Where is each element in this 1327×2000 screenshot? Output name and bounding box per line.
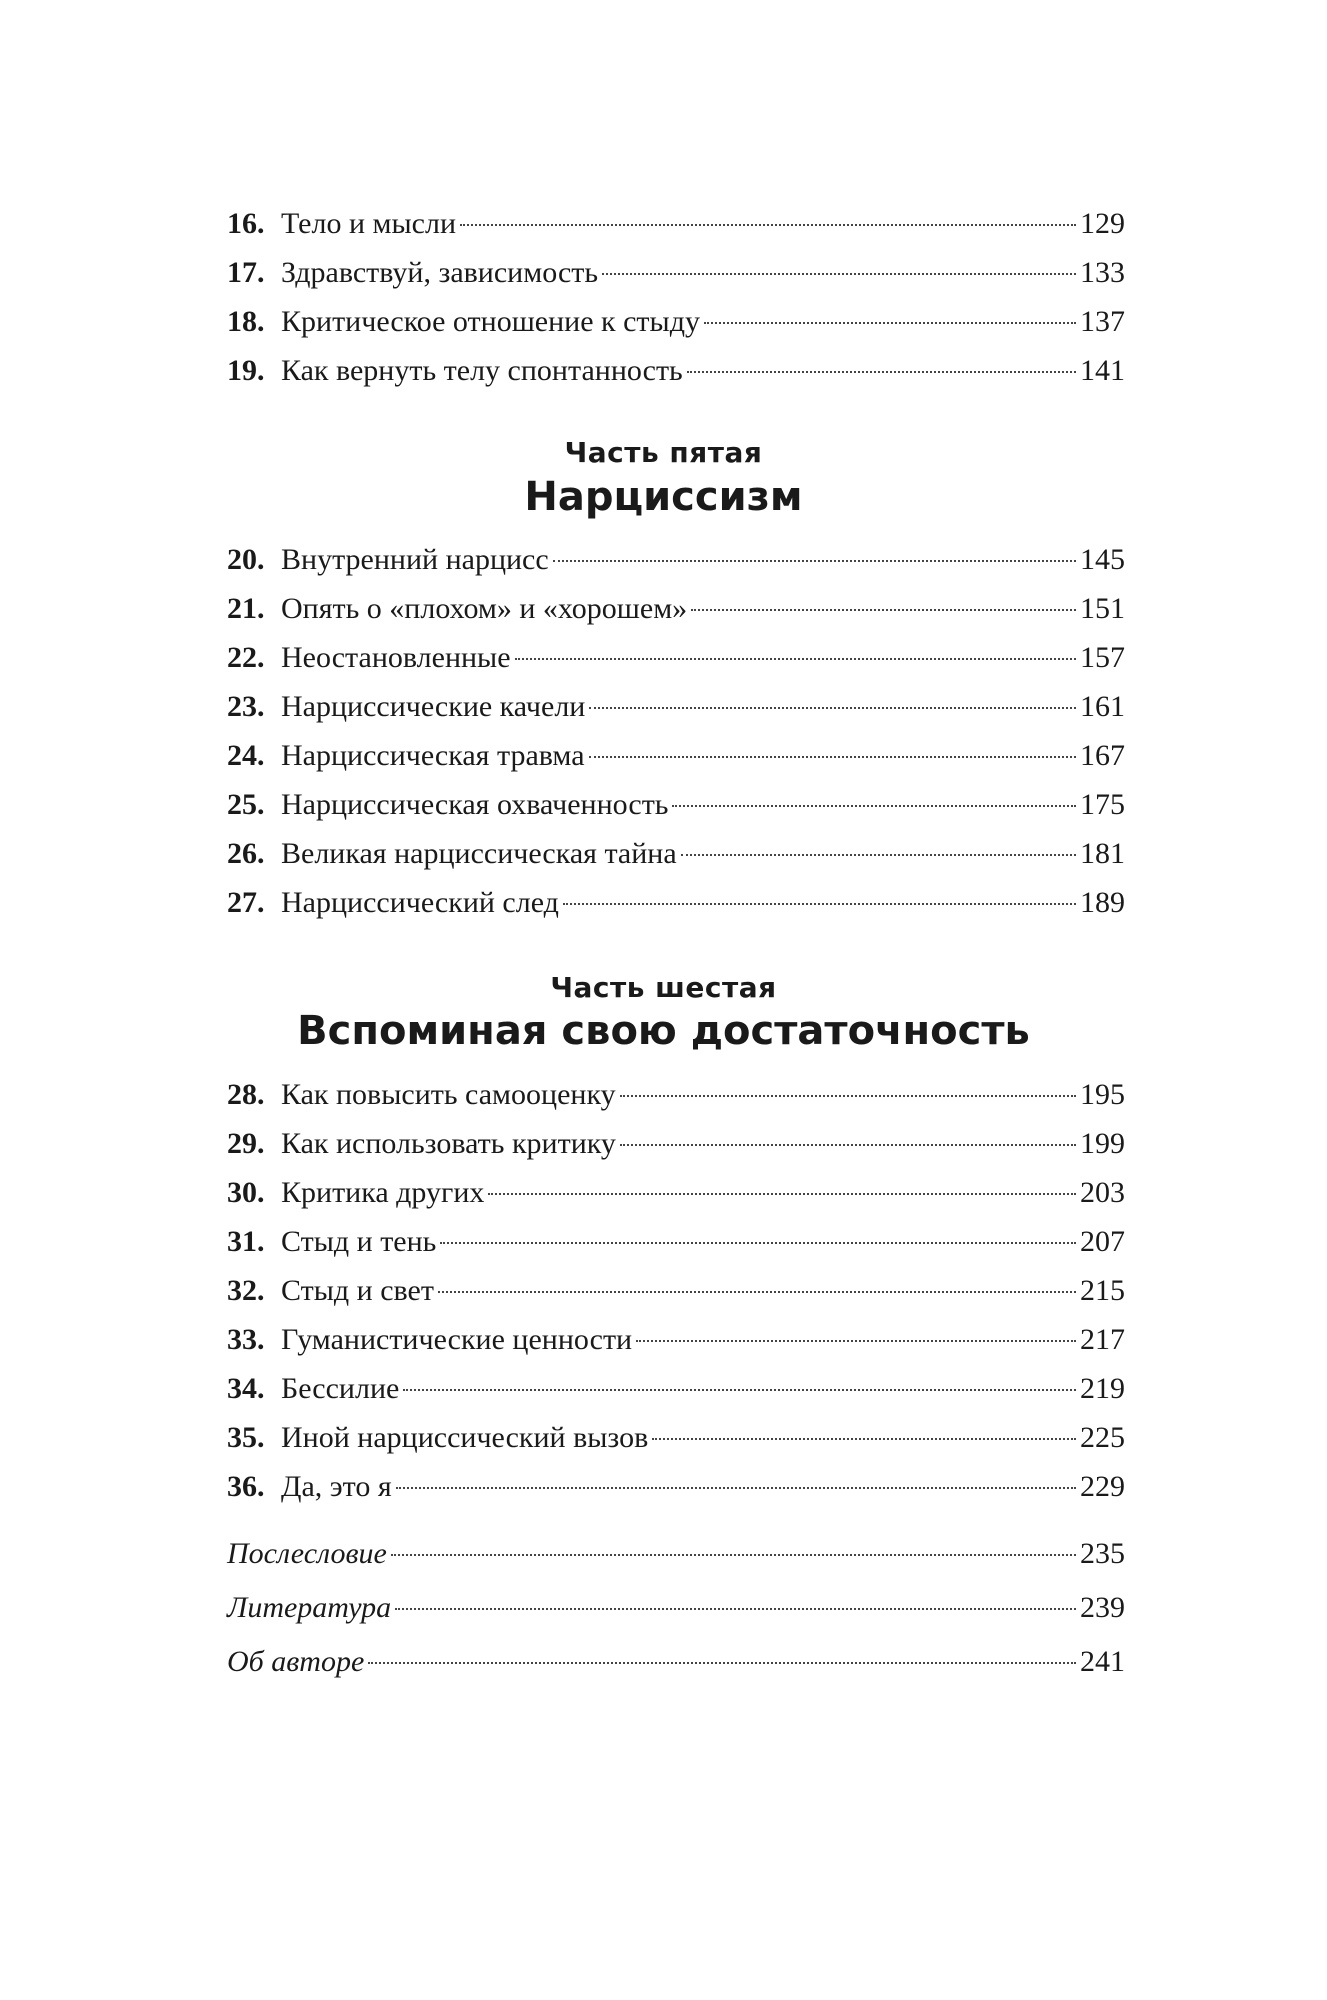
entry-page: 195 (1080, 1078, 1125, 1111)
toc-entry-22[interactable] (227, 638, 1125, 678)
entry-number: 18. (227, 305, 265, 338)
entry-page: 207 (1080, 1225, 1125, 1258)
entry-page: 157 (1080, 641, 1125, 674)
entry-title: Великая нарциссическая тайна (281, 837, 677, 870)
entry-title: Как вернуть телу спонтанность (281, 354, 683, 387)
entry-title: Послесловие (227, 1537, 387, 1570)
entry-page: 229 (1080, 1470, 1125, 1503)
dot-leader (589, 756, 1076, 758)
dot-leader (488, 1193, 1076, 1195)
toc-entry-17[interactable] (227, 253, 1125, 293)
entry-page: 151 (1080, 592, 1125, 625)
toc-entry-28[interactable] (227, 1075, 1125, 1115)
toc-entry-32[interactable] (227, 1271, 1125, 1311)
entry-page: 167 (1080, 739, 1125, 772)
entry-title: Бессилие (281, 1372, 400, 1405)
part6-title: Вспоминая свою достаточность (297, 1008, 1030, 1054)
entry-page: 199 (1080, 1127, 1125, 1160)
entry-page: 239 (1080, 1591, 1125, 1624)
entry-page: 133 (1080, 256, 1125, 289)
toc-entry-24[interactable] (227, 736, 1125, 776)
dot-leader (620, 1095, 1076, 1097)
dot-leader (636, 1340, 1076, 1342)
toc-entry-16[interactable] (227, 204, 1125, 244)
entry-title: Внутренний нарцисс (281, 543, 549, 576)
entry-title: Нарциссическая охваченность (281, 788, 669, 821)
dot-leader (620, 1144, 1076, 1146)
entry-title: Стыд и свет (281, 1274, 434, 1307)
toc-entry-20[interactable] (227, 540, 1125, 580)
entry-number: 21. (227, 592, 265, 625)
entry-title: Как использовать критику (281, 1127, 616, 1160)
toc-entry-afterword[interactable] (227, 1534, 1125, 1574)
dot-leader (391, 1554, 1076, 1556)
toc-entry-18[interactable] (227, 302, 1125, 342)
toc-entry-25[interactable] (227, 785, 1125, 825)
dot-leader (589, 707, 1076, 709)
entry-title: Иной нарциссический вызов (281, 1421, 649, 1454)
toc-entry-29[interactable] (227, 1124, 1125, 1164)
dot-leader (652, 1438, 1076, 1440)
entry-title: Гуманистические ценности (281, 1323, 633, 1356)
entry-title: Нарциссический след (281, 886, 559, 919)
dot-leader (672, 805, 1076, 807)
entry-page: 161 (1080, 690, 1125, 723)
entry-page: 203 (1080, 1176, 1125, 1209)
entry-title: Да, это я (281, 1470, 392, 1503)
toc-entry-35[interactable] (227, 1418, 1125, 1458)
entry-page: 145 (1080, 543, 1125, 576)
toc-entry-27[interactable] (227, 883, 1125, 923)
dot-leader (602, 273, 1076, 275)
part5-title: Нарциссизм (524, 474, 803, 520)
entry-page: 225 (1080, 1421, 1125, 1454)
dot-leader (515, 658, 1076, 660)
entry-number: 23. (227, 690, 265, 723)
entry-number: 24. (227, 739, 265, 772)
dot-leader (368, 1662, 1076, 1664)
entry-number: 20. (227, 543, 265, 576)
entry-number: 30. (227, 1176, 265, 1209)
entry-title: Критика других (281, 1176, 485, 1209)
entry-page: 219 (1080, 1372, 1125, 1405)
dot-leader (396, 1487, 1076, 1489)
toc-entry-30[interactable] (227, 1173, 1125, 1213)
dot-leader (681, 854, 1076, 856)
entry-number: 22. (227, 641, 265, 674)
entry-number: 28. (227, 1078, 265, 1111)
toc-entry-21[interactable] (227, 589, 1125, 629)
dot-leader (395, 1608, 1076, 1610)
entry-page: 129 (1080, 207, 1125, 240)
dot-leader (403, 1389, 1076, 1391)
entry-title: Стыд и тень (281, 1225, 437, 1258)
entry-page: 175 (1080, 788, 1125, 821)
dot-leader (704, 322, 1076, 324)
entry-title: Литература (227, 1591, 392, 1624)
entry-title: Нарциссическая травма (281, 739, 585, 772)
entry-number: 33. (227, 1323, 265, 1356)
entry-number: 27. (227, 886, 265, 919)
entry-page: 181 (1080, 837, 1125, 870)
dot-leader (460, 224, 1076, 226)
toc-entry-23[interactable] (227, 687, 1125, 727)
dot-leader (438, 1291, 1076, 1293)
toc-entry-34[interactable] (227, 1369, 1125, 1409)
entry-page: 189 (1080, 886, 1125, 919)
toc-entry-bibliography[interactable] (227, 1588, 1125, 1628)
entry-page: 217 (1080, 1323, 1125, 1356)
entry-title: Нарциссические качели (281, 690, 586, 723)
entry-page: 141 (1080, 354, 1125, 387)
entry-title: Тело и мысли (281, 207, 457, 240)
dot-leader (687, 371, 1076, 373)
entry-title: Здравствуй, зависимость (281, 256, 599, 289)
entry-title: Как повысить самооценку (281, 1078, 616, 1111)
entry-page: 235 (1080, 1537, 1125, 1570)
entry-number: 17. (227, 256, 265, 289)
entry-number: 19. (227, 354, 265, 387)
entry-number: 16. (227, 207, 265, 240)
toc-entry-about-author[interactable] (227, 1642, 1125, 1682)
entry-number: 36. (227, 1470, 265, 1503)
toc-entry-26[interactable] (227, 834, 1125, 874)
entry-title: Неостановленные (281, 641, 511, 674)
part5-label: Часть пятая (564, 436, 763, 469)
entry-number: 34. (227, 1372, 265, 1405)
entry-page: 241 (1080, 1645, 1125, 1678)
dot-leader (691, 609, 1076, 611)
entry-number: 26. (227, 837, 265, 870)
toc-entry-31[interactable] (227, 1222, 1125, 1262)
dot-leader (563, 903, 1076, 905)
entry-page: 215 (1080, 1274, 1125, 1307)
entry-number: 25. (227, 788, 265, 821)
toc-entry-33[interactable] (227, 1320, 1125, 1360)
toc-entry-36[interactable] (227, 1467, 1125, 1507)
part6-label: Часть шестая (550, 971, 777, 1004)
entry-title: Опять о «плохом» и «хорошем» (281, 592, 688, 625)
entry-title: Критическое отношение к стыду (281, 305, 700, 338)
entry-number: 32. (227, 1274, 265, 1307)
dot-leader (440, 1242, 1076, 1244)
entry-number: 31. (227, 1225, 265, 1258)
entry-title: Об авторе (227, 1645, 365, 1678)
entry-page: 137 (1080, 305, 1125, 338)
entry-number: 35. (227, 1421, 265, 1454)
entry-number: 29. (227, 1127, 265, 1160)
toc-entry-19[interactable] (227, 351, 1125, 391)
dot-leader (553, 560, 1076, 562)
